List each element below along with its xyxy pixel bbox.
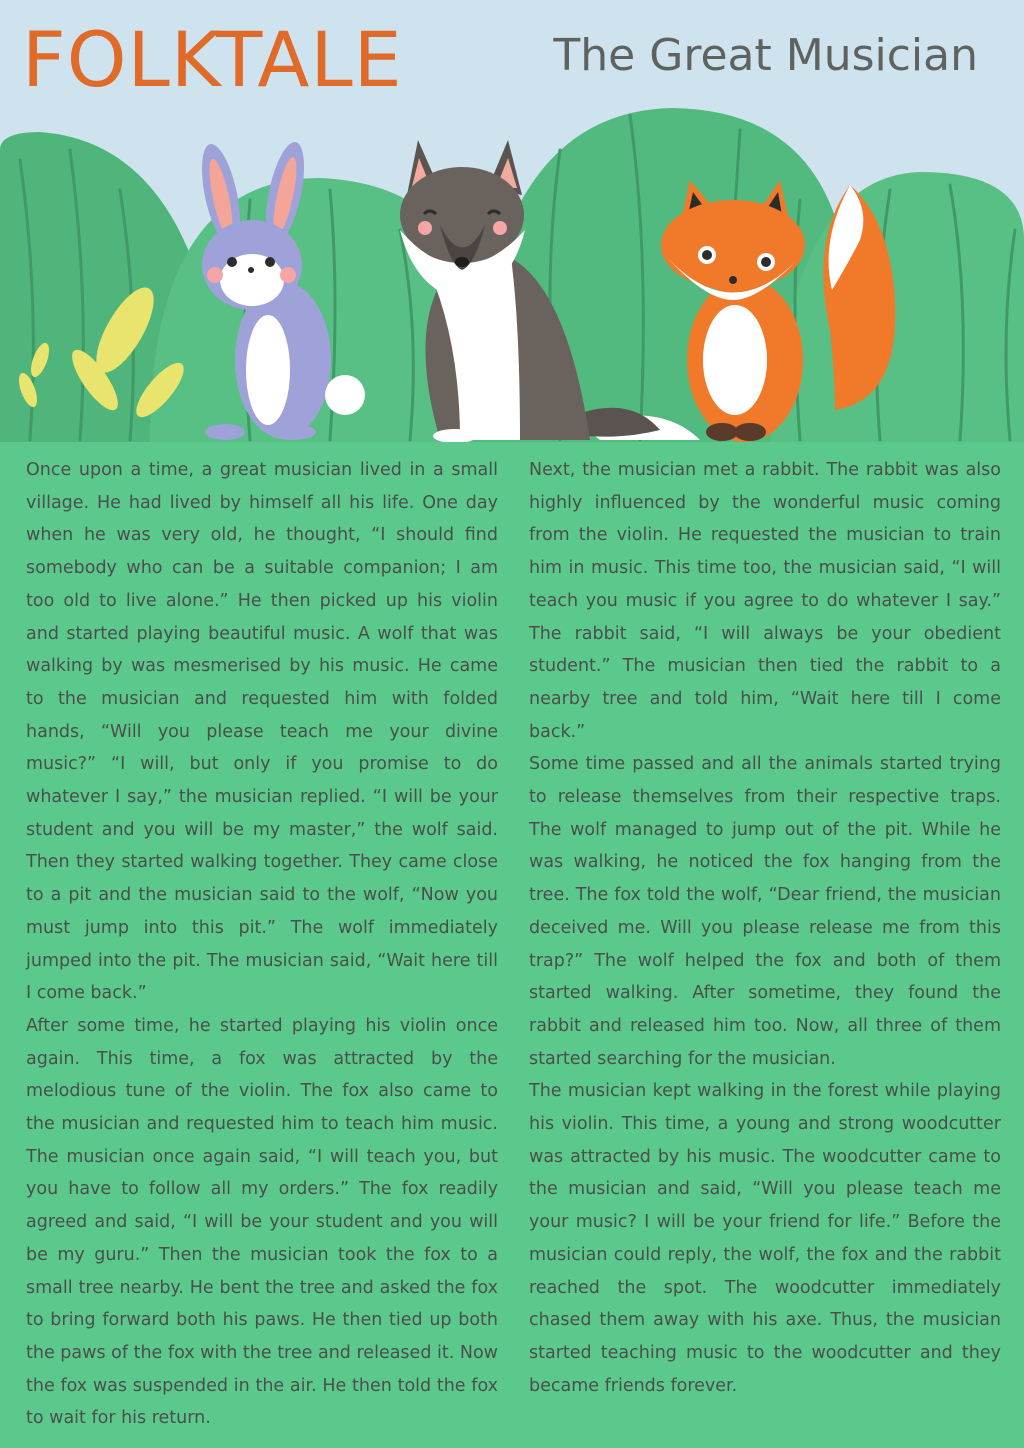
header-illustration xyxy=(0,0,1024,442)
story-paragraph: Some time passed and all the animals started trying to release themselves from their respective traps. The wolf managed to jump out of the pit. While he was walking, he noticed the fox hanging from the tree. The fox told the wolf, “Dear friend, the musician deceived me. Will you please release me from this trap?” The wolf helped the fox and both of them started walking. After sometime, they found the rabbit and released him too. Now, all three of them started searching for the musician. xyxy=(529,754,1001,1069)
story-paragraph: Once upon a time, a great musician lived in a small village. He had lived by himself all his life. One day when he was very old, he thought, “I should find somebody who can be a suitable companion; I am too old to live alone.” He then picked up his violin and started playing beautiful music. A wolf that was walking by was mesmerised by his music. He came to the musician and requested him with folded hands, “Will you please teach me your divine music?” “I will, but only if you promise to do whatever I say,” the musician replied. “I will be your student and you will be my master,” the wolf said. Then they started walking together. They came close to a pit and the musician said to the wolf, “Now you must jump into this pit.” The wolf immediately jumped into the pit. The musician said, “Wait here till I come back.” xyxy=(26,460,498,1004)
story-column-right xyxy=(529,454,1001,1402)
story-paragraph: After some time, he started playing his violin once again. This time, a fox was attracted by the melodious tune of the violin. The fox also came to the musician and requested him to teach him music. The musician once again said, “I will teach you, but you have to follow all my orders.” The fox readily agreed and said, “I will be your student and you will be my guru.” Then the musician took the fox to a small tree nearby. He bent the tree and asked the fox to bring forward both his paws. He then tied up both the paws of the fox with the tree and released it. Now the fox was suspended in the air. He then told the fox to wait for his return. xyxy=(26,1015,498,1429)
story-paragraph: Next, the musician met a rabbit. The rabbit was also highly influenced by the wonderful music coming from the violin. He requested the musician to train him in music. This time too, the musician said, “I will teach you music if you agree to do whatever I say.” The rabbit said, “I will always be your obedient student.” The musician then tied the rabbit to a nearby tree and told him, “Wait here till I come back.” xyxy=(529,460,1001,742)
story-paragraph: The musician kept walking in the forest while playing his violin. This time, a young and strong woodcutter was attracted by his music. The woodcutter came to the musician and said, “Will you please teach me your music? I will be your friend for life.” Before the musician could reply, the wolf, the fox and the rabbit reached the spot. The woodcutter immediately chased them away with his axe. Thus, the musician started teaching music to the woodcutter and they became friends forever. xyxy=(529,1081,1001,1396)
page-title: FOLKTALE xyxy=(22,15,403,104)
story-column-left xyxy=(26,454,498,1435)
story-body xyxy=(0,442,1024,1448)
story-subtitle: The Great Musician xyxy=(553,30,978,81)
